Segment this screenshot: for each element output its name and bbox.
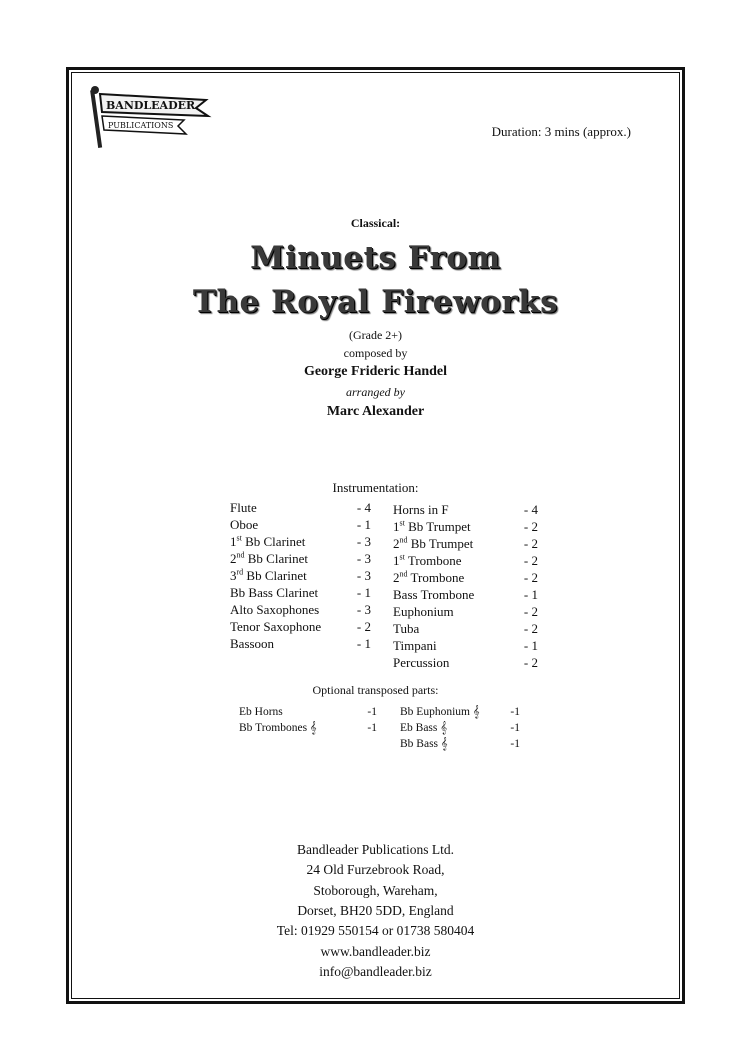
optional-part-count: -1 [367,722,377,734]
duration-text: Duration: 3 mins (approx.) [491,124,631,139]
instrument-row [230,533,371,550]
instrumentation-heading: Instrumentation: [332,480,419,495]
instrument-count: - 4 [523,502,538,517]
address-line: Stoborough, Wareham, [313,882,438,898]
instrument-name: Bassoon [230,636,275,651]
optional-part-row [400,720,520,736]
logo-text-publications: PUBLICATIONS [108,121,174,130]
instrument-row [230,516,371,533]
instrument-row [393,501,538,518]
instrument-name: Horns in F [393,502,449,517]
address-line: Bandleader Publications Ltd. [296,842,455,857]
instrument-count: - 1 [356,517,371,532]
optional-part-name: Eb Bass 𝄞 [400,722,448,734]
instrument-name: 3rd Bb Clarinet [230,567,307,583]
page-border-inner [71,72,680,999]
instrument-name: 2nd Bb Clarinet [230,550,309,566]
instrument-row [230,584,371,601]
instrument-name: 2nd Trombone [393,569,465,585]
instrument-count: - 2 [523,519,538,534]
instrument-count: - 3 [356,551,371,566]
instrument-count: - 3 [356,534,371,549]
optional-part-count: -1 [510,722,520,734]
instrument-name: Timpani [393,638,437,653]
instrument-row [393,603,538,620]
logo-text-bandleader: BANDLEADER [106,99,196,112]
optional-parts-heading: Optional transposed parts: [312,683,439,697]
optional-part-name: Bb Trombones 𝄞 [239,722,317,734]
address-line: www.bandleader.biz [320,943,431,959]
instrument-name: Bb Bass Clarinet [230,585,319,600]
optional-part-name: Bb Euphonium 𝄞 [400,706,480,718]
instrument-count: - 1 [356,585,371,600]
composed-by-label: composed by [343,346,408,360]
address-line: Tel: 01929 550154 or 01738 580404 [276,923,475,939]
instrument-row [393,620,538,637]
instrument-count: - 2 [523,655,538,670]
optional-part-row [239,704,377,720]
instrument-count: - 3 [356,568,371,583]
instrument-row [393,654,538,671]
optional-part-name: Eb Horns [239,706,283,718]
instrument-count: - 1 [356,636,371,651]
instrument-row [230,601,371,618]
instrument-count: - 2 [523,621,538,636]
instrument-row [393,535,538,552]
optional-part-row [400,704,520,720]
instrument-count: - 2 [523,553,538,568]
address-line: Dorset, BH20 5DD, England [297,902,454,918]
instrument-row [393,569,538,586]
composer-name: George Frideric Handel [303,364,448,379]
instrument-name: Tenor Saxophone [230,619,322,634]
instrument-name: Oboe [230,517,259,532]
grade-label: (Grade 2+) [348,328,403,342]
instrument-row [230,618,371,635]
address-line: info@bandleader.biz [319,963,432,979]
instrument-name: 1st Trombone [393,552,462,568]
instrument-row [393,637,538,654]
instrument-name: 1st Bb Trumpet [393,518,471,534]
instrument-count: - 1 [523,587,538,602]
instrument-count: - 2 [523,570,538,585]
optional-part-count: -1 [367,706,377,718]
arranged-by-label: arranged by [346,385,405,399]
optional-part-row [400,736,520,752]
instrument-count: - 2 [523,536,538,551]
instrument-row [230,499,371,516]
instrument-row [230,635,371,652]
genre-label: Classical: [350,216,401,230]
instrument-row [230,567,371,584]
optional-part-name: Bb Bass 𝄞 [400,738,448,750]
instrument-name: 1st Bb Clarinet [230,533,306,549]
instrument-count: - 2 [356,619,371,634]
instrument-row [393,586,538,603]
arranger-name: Marc Alexander [326,404,425,419]
instrument-name: Euphonium [393,604,454,619]
bandleader-logo [88,86,218,150]
address-line: 24 Old Furzebrook Road, [306,862,445,878]
instrument-row [230,550,371,567]
instrument-name: Alto Saxophones [230,602,320,617]
instrument-count: - 3 [356,602,371,617]
instrument-name: Percussion [393,655,450,670]
instrument-row [393,518,538,535]
optional-part-row [239,720,377,736]
optional-part-count: -1 [510,706,520,718]
optional-part-count: -1 [510,738,520,750]
instrument-count: - 4 [356,500,371,515]
instrument-name: Flute [230,500,257,515]
instrument-name: Bass Trombone [393,587,475,602]
instrument-count: - 2 [523,604,538,619]
instrument-row [393,552,538,569]
instrument-count: - 1 [523,638,538,653]
instrument-name: Tuba [393,621,420,636]
title-line-2: The Royal Fireworks [192,284,559,320]
instrument-name: 2nd Bb Trumpet [393,535,474,551]
title-line-1: Minuets From [250,240,501,276]
